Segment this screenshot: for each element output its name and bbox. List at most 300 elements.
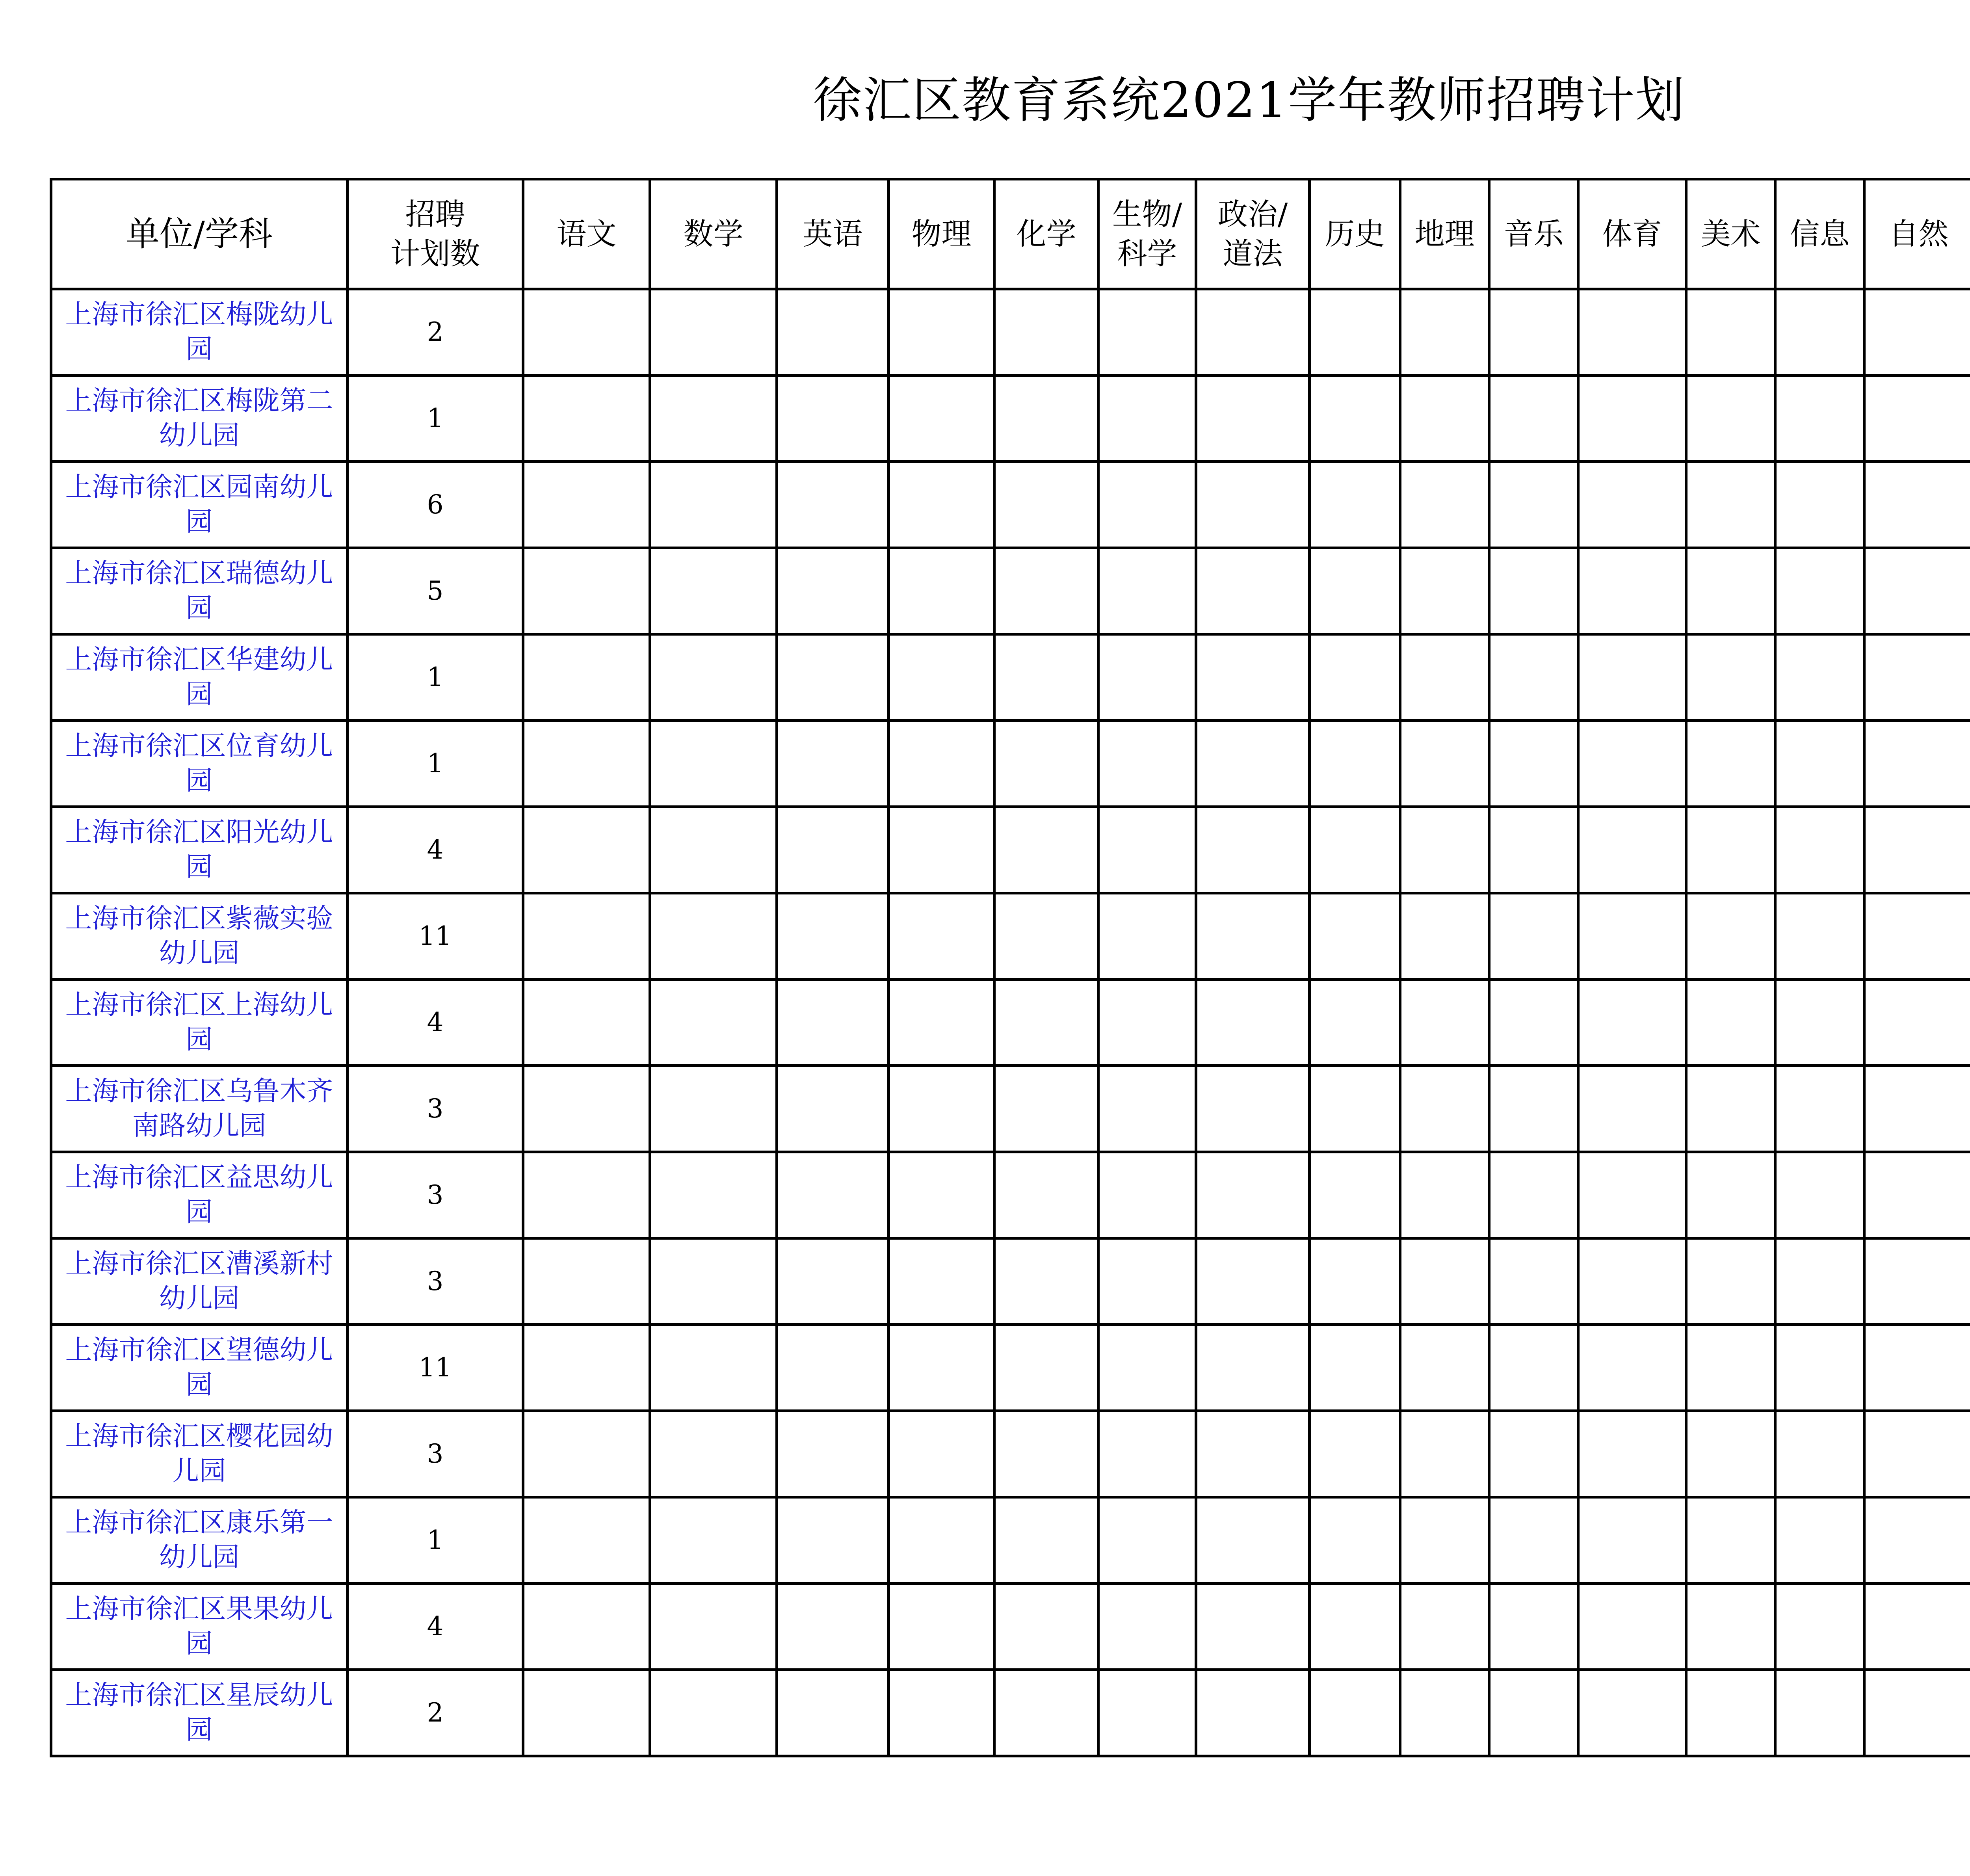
header-subject [1578, 179, 1686, 289]
subject-count-cell [777, 807, 889, 893]
subject-count-cell [1196, 1325, 1310, 1411]
subject-count-cell [1310, 1670, 1400, 1756]
subject-count-cell [1489, 893, 1578, 980]
subject-count-cell [994, 1325, 1098, 1411]
table-row [51, 1497, 1970, 1584]
subject-count-cell [650, 1670, 777, 1756]
subject-count-cell [1310, 807, 1400, 893]
subject-count-cell [1864, 634, 1970, 721]
subject-count-cell [1400, 634, 1489, 721]
subject-count-cell [1864, 980, 1970, 1066]
subject-count-cell [1578, 721, 1686, 807]
header-subject [777, 179, 889, 289]
table-row [51, 289, 1970, 376]
subject-count-cell [889, 548, 994, 634]
subject-count-cell [1098, 807, 1196, 893]
table-row [51, 1411, 1970, 1497]
subject-count-cell [1400, 548, 1489, 634]
subject-count-cell [650, 289, 777, 376]
subject-count-cell [650, 1325, 777, 1411]
table-row [51, 721, 1970, 807]
header-subject [1489, 179, 1578, 289]
header-subject-label: 体育 [1602, 216, 1662, 251]
subject-count-cell [523, 289, 650, 376]
subject-count-cell [1864, 1152, 1970, 1238]
header-subject [1775, 179, 1864, 289]
subject-count-cell [1578, 634, 1686, 721]
subject-count-cell [1310, 893, 1400, 980]
subject-count-cell [1578, 289, 1686, 376]
subject-count-cell [1489, 807, 1578, 893]
header-subject-label: 自然 [1888, 216, 1949, 251]
subject-count-cell [523, 1584, 650, 1670]
subject-count-cell [1310, 462, 1400, 548]
subject-count-cell [1489, 1238, 1578, 1325]
subject-count-cell [1489, 1325, 1578, 1411]
subject-count-cell [1400, 721, 1489, 807]
subject-count-cell [1775, 1238, 1864, 1325]
subject-count-cell [523, 548, 650, 634]
subject-count-cell [523, 1411, 650, 1497]
subject-count-cell [1196, 376, 1310, 462]
subject-count-cell [889, 1411, 994, 1497]
plan-count-cell: 1 [348, 721, 523, 807]
subject-count-cell [889, 1670, 994, 1756]
subject-count-cell [1098, 1411, 1196, 1497]
subject-count-cell [1196, 980, 1310, 1066]
subject-count-cell [1864, 1238, 1970, 1325]
subject-count-cell [1400, 1152, 1489, 1238]
subject-count-cell [994, 462, 1098, 548]
subject-count-cell [523, 1152, 650, 1238]
plan-count-cell: 6 [348, 462, 523, 548]
table-row [51, 1325, 1970, 1411]
subject-count-cell [889, 1497, 994, 1584]
subject-count-cell [777, 1497, 889, 1584]
subject-count-cell [1775, 1584, 1864, 1670]
subject-count-cell [650, 1066, 777, 1152]
subject-count-cell [1310, 289, 1400, 376]
header-subject [1686, 179, 1775, 289]
plan-count-cell: 1 [348, 634, 523, 721]
subject-count-cell [650, 462, 777, 548]
subject-count-cell [1686, 1325, 1775, 1411]
subject-count-cell [523, 376, 650, 462]
subject-count-cell [889, 1152, 994, 1238]
subject-count-cell [889, 1238, 994, 1325]
subject-count-cell [777, 1670, 889, 1756]
subject-count-cell [1310, 980, 1400, 1066]
table-row [51, 893, 1970, 980]
subject-count-cell [1310, 1325, 1400, 1411]
header-subject-label: 音乐 [1504, 216, 1564, 251]
subject-count-cell [1400, 980, 1489, 1066]
header-subject-label: 生物/ 科学 [1112, 197, 1182, 271]
subject-count-cell [1310, 1411, 1400, 1497]
subject-count-cell [1310, 634, 1400, 721]
subject-count-cell [1864, 1325, 1970, 1411]
subject-count-cell [994, 721, 1098, 807]
subject-count-cell [650, 980, 777, 1066]
subject-count-cell [650, 548, 777, 634]
subject-count-cell [1686, 1497, 1775, 1584]
subject-count-cell [1310, 548, 1400, 634]
unit-name-cell: 上海市徐汇区漕溪新村幼儿园 [51, 1238, 348, 1325]
table-row [51, 1670, 1970, 1756]
unit-name-cell: 上海市徐汇区上海幼儿园 [51, 980, 348, 1066]
subject-count-cell [523, 980, 650, 1066]
subject-count-cell [523, 1497, 650, 1584]
subject-count-cell [1578, 807, 1686, 893]
subject-count-cell [889, 980, 994, 1066]
subject-count-cell [1686, 548, 1775, 634]
subject-count-cell [1196, 721, 1310, 807]
subject-count-cell [1686, 807, 1775, 893]
header-subject-label: 语文 [556, 216, 617, 251]
subject-count-cell [1098, 548, 1196, 634]
subject-count-cell [1310, 1238, 1400, 1325]
plan-count-cell: 4 [348, 807, 523, 893]
subject-count-cell [1578, 1152, 1686, 1238]
subject-count-cell [889, 289, 994, 376]
subject-count-cell [777, 289, 889, 376]
subject-count-cell [1686, 893, 1775, 980]
subject-count-cell [1196, 462, 1310, 548]
subject-count-cell [1578, 1325, 1686, 1411]
table-row [51, 376, 1970, 462]
subject-count-cell [1400, 807, 1489, 893]
subject-count-cell [1864, 721, 1970, 807]
subject-count-cell [889, 462, 994, 548]
unit-name-cell: 上海市徐汇区瑞德幼儿园 [51, 548, 348, 634]
subject-count-cell [1098, 462, 1196, 548]
subject-count-cell [994, 376, 1098, 462]
subject-count-cell [1864, 893, 1970, 980]
subject-count-cell [1864, 1066, 1970, 1152]
subject-count-cell [1400, 1584, 1489, 1670]
subject-count-cell [1310, 1584, 1400, 1670]
table-row [51, 1238, 1970, 1325]
subject-count-cell [777, 462, 889, 548]
subject-count-cell [1098, 1325, 1196, 1411]
subject-count-cell [1400, 1238, 1489, 1325]
subject-count-cell [1098, 980, 1196, 1066]
subject-count-cell [1489, 721, 1578, 807]
subject-count-cell [1775, 1325, 1864, 1411]
subject-count-cell [1489, 1670, 1578, 1756]
subject-count-cell [1098, 376, 1196, 462]
subject-count-cell [1686, 1411, 1775, 1497]
subject-count-cell [994, 1152, 1098, 1238]
subject-count-cell [1098, 634, 1196, 721]
subject-count-cell [1489, 548, 1578, 634]
plan-count-cell: 1 [348, 376, 523, 462]
subject-count-cell [1489, 980, 1578, 1066]
subject-count-cell [1686, 1152, 1775, 1238]
subject-count-cell [994, 1238, 1098, 1325]
subject-count-cell [650, 1497, 777, 1584]
page-title: 徐汇区教育系统2021学年教师招聘计划 [813, 72, 1685, 129]
header-plan-count-label: 招聘 计划数 [390, 197, 480, 271]
header-subject [994, 179, 1098, 289]
table-row [51, 634, 1970, 721]
subject-count-cell [1775, 376, 1864, 462]
subject-count-cell [994, 634, 1098, 721]
plan-count-cell: 4 [348, 980, 523, 1066]
subject-count-cell [1686, 462, 1775, 548]
subject-count-cell [1686, 1670, 1775, 1756]
subject-count-cell [1578, 1411, 1686, 1497]
subject-count-cell [994, 1497, 1098, 1584]
plan-count-cell: 11 [348, 893, 523, 980]
unit-name-cell: 上海市徐汇区望德幼儿园 [51, 1325, 348, 1411]
table-header [51, 179, 1970, 289]
unit-name-cell: 上海市徐汇区樱花园幼儿园 [51, 1411, 348, 1497]
subject-count-cell [1098, 1497, 1196, 1584]
plan-count-cell: 3 [348, 1238, 523, 1325]
subject-count-cell [777, 1325, 889, 1411]
subject-count-cell [1775, 548, 1864, 634]
subject-count-cell [1775, 1066, 1864, 1152]
plan-count-cell: 3 [348, 1152, 523, 1238]
subject-count-cell [523, 462, 650, 548]
plan-count-cell: 4 [348, 1584, 523, 1670]
subject-count-cell [1775, 980, 1864, 1066]
plan-count-cell: 2 [348, 289, 523, 376]
subject-count-cell [650, 721, 777, 807]
subject-count-cell [1489, 1152, 1578, 1238]
subject-count-cell [1196, 634, 1310, 721]
subject-count-cell [777, 1584, 889, 1670]
subject-count-cell [1775, 1670, 1864, 1756]
subject-count-cell [1310, 1066, 1400, 1152]
unit-name-cell: 上海市徐汇区梅陇幼儿园 [51, 289, 348, 376]
unit-name-cell: 上海市徐汇区梅陇第二幼儿园 [51, 376, 348, 462]
subject-count-cell [1098, 721, 1196, 807]
unit-name-cell: 上海市徐汇区华建幼儿园 [51, 634, 348, 721]
subject-count-cell [1686, 980, 1775, 1066]
subject-count-cell [1196, 1066, 1310, 1152]
header-plan-count [348, 179, 523, 289]
subject-count-cell [777, 980, 889, 1066]
subject-count-cell [650, 1411, 777, 1497]
subject-count-cell [523, 1238, 650, 1325]
unit-name-cell: 上海市徐汇区园南幼儿园 [51, 462, 348, 548]
subject-count-cell [1578, 548, 1686, 634]
subject-count-cell [1578, 1238, 1686, 1325]
unit-name-cell: 上海市徐汇区星辰幼儿园 [51, 1670, 348, 1756]
subject-count-cell [1578, 462, 1686, 548]
table-row [51, 1584, 1970, 1670]
subject-count-cell [1310, 1497, 1400, 1584]
subject-count-cell [1864, 289, 1970, 376]
subject-count-cell [1400, 1670, 1489, 1756]
subject-count-cell [994, 1411, 1098, 1497]
header-subject-label: 英语 [803, 216, 863, 251]
subject-count-cell [1400, 376, 1489, 462]
subject-count-cell [889, 376, 994, 462]
subject-count-cell [1196, 1670, 1310, 1756]
subject-count-cell [1310, 1152, 1400, 1238]
subject-count-cell [994, 1066, 1098, 1152]
header-subject-label: 物理 [911, 216, 972, 251]
subject-count-cell [889, 721, 994, 807]
subject-count-cell [1400, 1066, 1489, 1152]
subject-count-cell [1098, 1066, 1196, 1152]
subject-count-cell [523, 893, 650, 980]
subject-count-cell [523, 1325, 650, 1411]
subject-count-cell [1686, 721, 1775, 807]
subject-count-cell [1578, 893, 1686, 980]
subject-count-cell [1686, 376, 1775, 462]
subject-count-cell [994, 1670, 1098, 1756]
subject-count-cell [1775, 1497, 1864, 1584]
subject-count-cell [523, 1670, 650, 1756]
header-subject [523, 179, 650, 289]
unit-name-cell: 上海市徐汇区益思幼儿园 [51, 1152, 348, 1238]
subject-count-cell [1196, 1497, 1310, 1584]
subject-count-cell [1489, 1584, 1578, 1670]
subject-count-cell [1098, 1584, 1196, 1670]
subject-count-cell [1489, 289, 1578, 376]
subject-count-cell [1775, 1411, 1864, 1497]
subject-count-cell [1864, 1670, 1970, 1756]
subject-count-cell [523, 807, 650, 893]
recruitment-plan-table [50, 178, 1970, 1757]
subject-count-cell [1196, 893, 1310, 980]
subject-count-cell [1489, 462, 1578, 548]
subject-count-cell [889, 1584, 994, 1670]
subject-count-cell [1400, 893, 1489, 980]
subject-count-cell [1864, 376, 1970, 462]
subject-count-cell [1578, 980, 1686, 1066]
subject-count-cell [1098, 1670, 1196, 1756]
subject-count-cell [994, 893, 1098, 980]
header-subject [889, 179, 994, 289]
subject-count-cell [523, 721, 650, 807]
subject-count-cell [1864, 548, 1970, 634]
subject-count-cell [1686, 289, 1775, 376]
plan-count-cell: 2 [348, 1670, 523, 1756]
subject-count-cell [1864, 1584, 1970, 1670]
subject-count-cell [994, 1584, 1098, 1670]
plan-count-cell: 5 [348, 548, 523, 634]
subject-count-cell [777, 634, 889, 721]
subject-count-cell [994, 289, 1098, 376]
table-row [51, 462, 1970, 548]
subject-count-cell [1686, 634, 1775, 721]
subject-count-cell [1098, 1238, 1196, 1325]
header-subject [1864, 179, 1970, 289]
subject-count-cell [889, 634, 994, 721]
subject-count-cell [650, 634, 777, 721]
subject-count-cell [1775, 289, 1864, 376]
subject-count-cell [1196, 548, 1310, 634]
header-subject-label: 历史 [1325, 216, 1385, 251]
plan-count-cell: 11 [348, 1325, 523, 1411]
subject-count-cell [1196, 289, 1310, 376]
table-body [51, 289, 1970, 1756]
subject-count-cell [1578, 1497, 1686, 1584]
subject-count-cell [1489, 1411, 1578, 1497]
subject-count-cell [777, 1152, 889, 1238]
unit-name-cell: 上海市徐汇区果果幼儿园 [51, 1584, 348, 1670]
subject-count-cell [650, 376, 777, 462]
header-row [51, 179, 1970, 289]
subject-count-cell [889, 807, 994, 893]
subject-count-cell [1196, 1152, 1310, 1238]
subject-count-cell [994, 548, 1098, 634]
plan-count-cell: 3 [348, 1411, 523, 1497]
subject-count-cell [650, 893, 777, 980]
unit-name-cell: 上海市徐汇区阳光幼儿园 [51, 807, 348, 893]
table-row [51, 1152, 1970, 1238]
unit-name-cell: 上海市徐汇区紫薇实验幼儿园 [51, 893, 348, 980]
header-subject-label: 数学 [683, 216, 743, 251]
subject-count-cell [1686, 1238, 1775, 1325]
subject-count-cell [1098, 893, 1196, 980]
header-subject [1310, 179, 1400, 289]
subject-count-cell [994, 807, 1098, 893]
unit-name-cell: 上海市徐汇区乌鲁木齐南路幼儿园 [51, 1066, 348, 1152]
subject-count-cell [1686, 1584, 1775, 1670]
subject-count-cell [1864, 462, 1970, 548]
header-subject-label: 信息 [1790, 216, 1850, 251]
table-row [51, 1066, 1970, 1152]
subject-count-cell [1196, 1584, 1310, 1670]
subject-count-cell [777, 1411, 889, 1497]
subject-count-cell [1775, 634, 1864, 721]
subject-count-cell [650, 1152, 777, 1238]
subject-count-cell [1196, 1238, 1310, 1325]
unit-name-cell: 上海市徐汇区康乐第一幼儿园 [51, 1497, 348, 1584]
subject-count-cell [1098, 289, 1196, 376]
subject-count-cell [777, 1238, 889, 1325]
header-subject [650, 179, 777, 289]
subject-count-cell [1489, 1066, 1578, 1152]
subject-count-cell [1098, 1152, 1196, 1238]
subject-count-cell [777, 1066, 889, 1152]
subject-count-cell [650, 807, 777, 893]
subject-count-cell [777, 721, 889, 807]
subject-count-cell [1775, 1152, 1864, 1238]
subject-count-cell [1196, 807, 1310, 893]
subject-count-cell [1578, 376, 1686, 462]
subject-count-cell [777, 893, 889, 980]
subject-count-cell [1489, 376, 1578, 462]
subject-count-cell [889, 1325, 994, 1411]
table-row [51, 548, 1970, 634]
subject-count-cell [777, 376, 889, 462]
subject-count-cell [1864, 1411, 1970, 1497]
subject-count-cell [650, 1238, 777, 1325]
subject-count-cell [1775, 807, 1864, 893]
subject-count-cell [1864, 807, 1970, 893]
subject-count-cell [1578, 1670, 1686, 1756]
subject-count-cell [1686, 1066, 1775, 1152]
subject-count-cell [1400, 1411, 1489, 1497]
header-subject-label: 化学 [1016, 216, 1076, 251]
subject-count-cell [777, 548, 889, 634]
subject-count-cell [1578, 1584, 1686, 1670]
header-subject-label: 美术 [1701, 216, 1761, 251]
subject-count-cell [1775, 893, 1864, 980]
header-subject-label: 政治/ 道法 [1217, 197, 1288, 271]
unit-name-cell: 上海市徐汇区位育幼儿园 [51, 721, 348, 807]
header-subject [1400, 179, 1489, 289]
header-subject [1098, 179, 1196, 289]
subject-count-cell [1400, 1325, 1489, 1411]
